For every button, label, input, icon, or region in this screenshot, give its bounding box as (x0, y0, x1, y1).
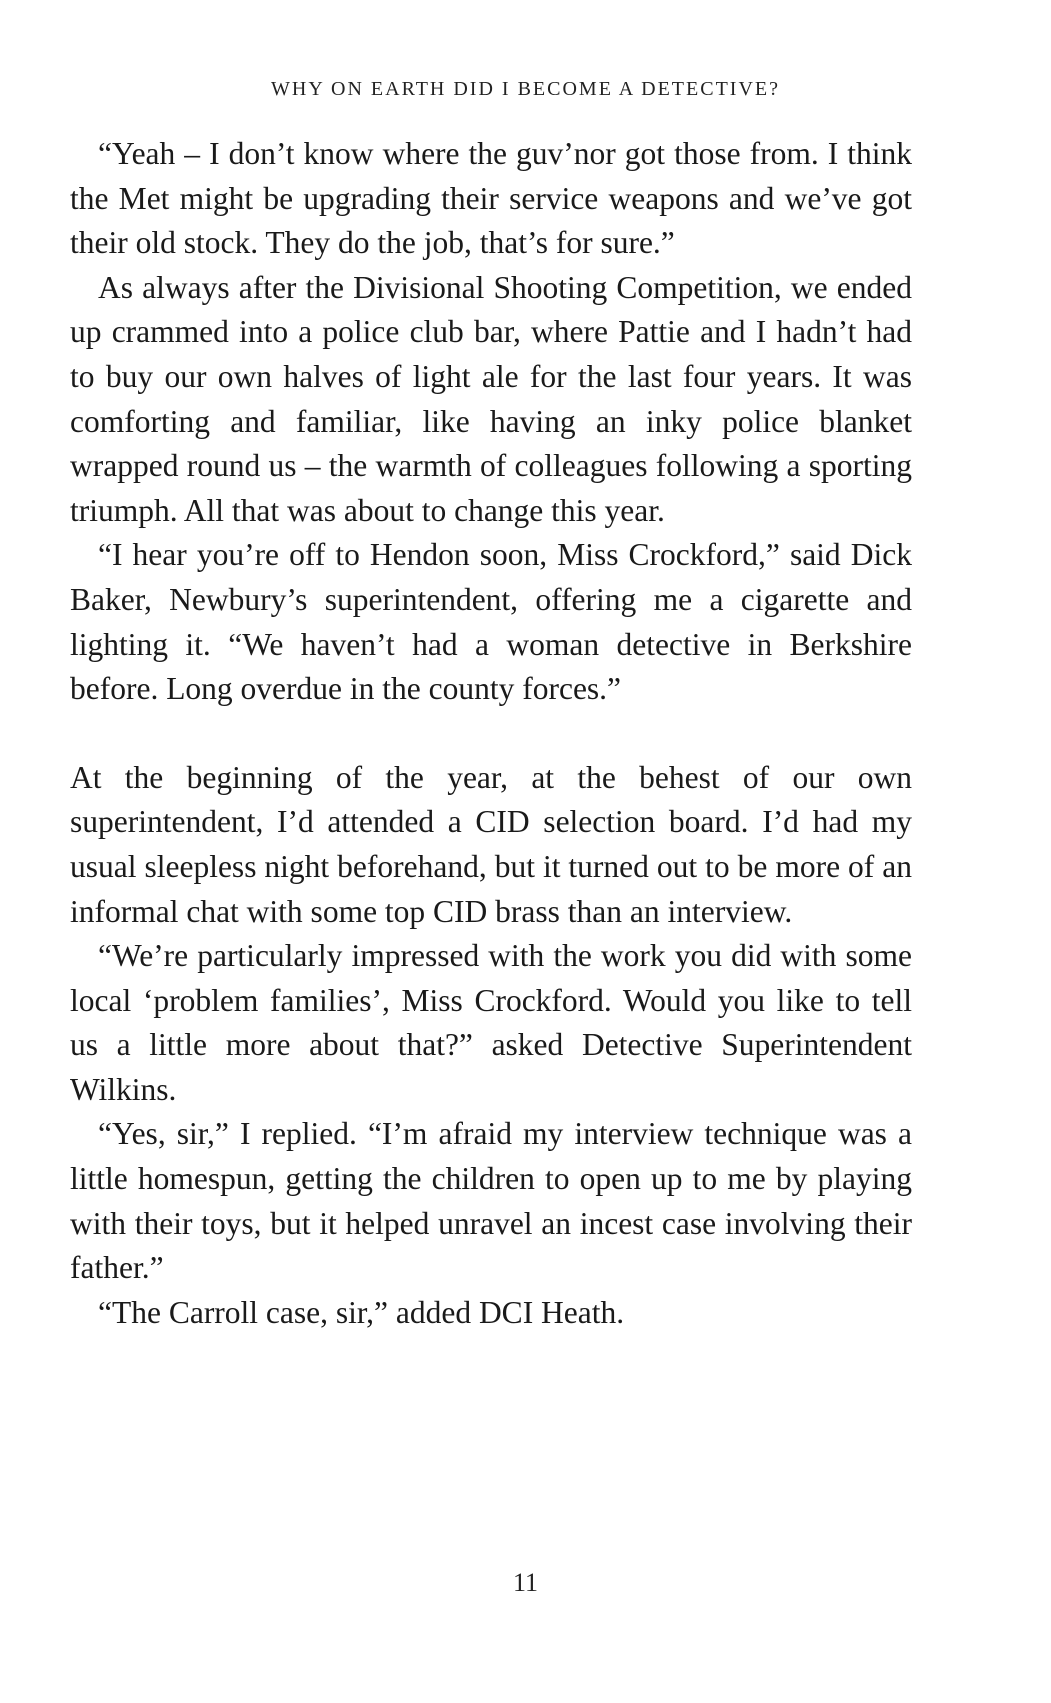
paragraph: “Yes, sir,” I replied. “I’m afraid my interview technique was a little homespun, getting the children to open up to me by playing with their toys, but it helped unravel an incest case involving their father.” (70, 1116, 912, 1286)
paragraph: At the beginning of the year, at the behest of our own superintendent, I’d attended a CID selection board. I’d had my usual sleepless night beforehand, but it turned out to be more of an informal chat with some top CID brass than an interview. (70, 759, 912, 929)
paragraph: “We’re particularly impressed with the work you did with some local ‘problem families’, Miss Crockford. Would you like to tell us a little more about that?” asked Detective Superintendent Wilkins. (70, 938, 912, 1107)
paragraph: “The Carroll case, sir,” added DCI Heath. (98, 1294, 625, 1330)
page-number: 11 (512, 1568, 539, 1597)
running-head: WHY ON EARTH DID I BECOME A DETECTIVE? (271, 78, 780, 100)
paragraph: “I hear you’re off to Hendon soon, Miss Crockford,” said Dick Baker, Newbury’s superintendent, offering me a cigarette and lighting it. “We haven’t had a woman detective in Berkshire before. Long overdue in the county forces.” (70, 537, 912, 707)
paragraph: “Yeah – I don’t know where the guv’nor got those from. I think the Met might be upgrading their service weapons and we’ve got their old stock. They do the job, that’s for sure.” (70, 136, 912, 261)
section-break (70, 712, 912, 756)
paragraph: As always after the Divisional Shooting Competition, we ended up crammed into a police club bar, where Pattie and I hadn’t had to buy our own halves of light ale for the last four years. It was comforting and familiar, like having an inky police blanket wrapped round us – the warmth of colleagues following a sporting triumph. All that was about to change this year. (70, 269, 912, 528)
body-text (70, 132, 912, 1335)
